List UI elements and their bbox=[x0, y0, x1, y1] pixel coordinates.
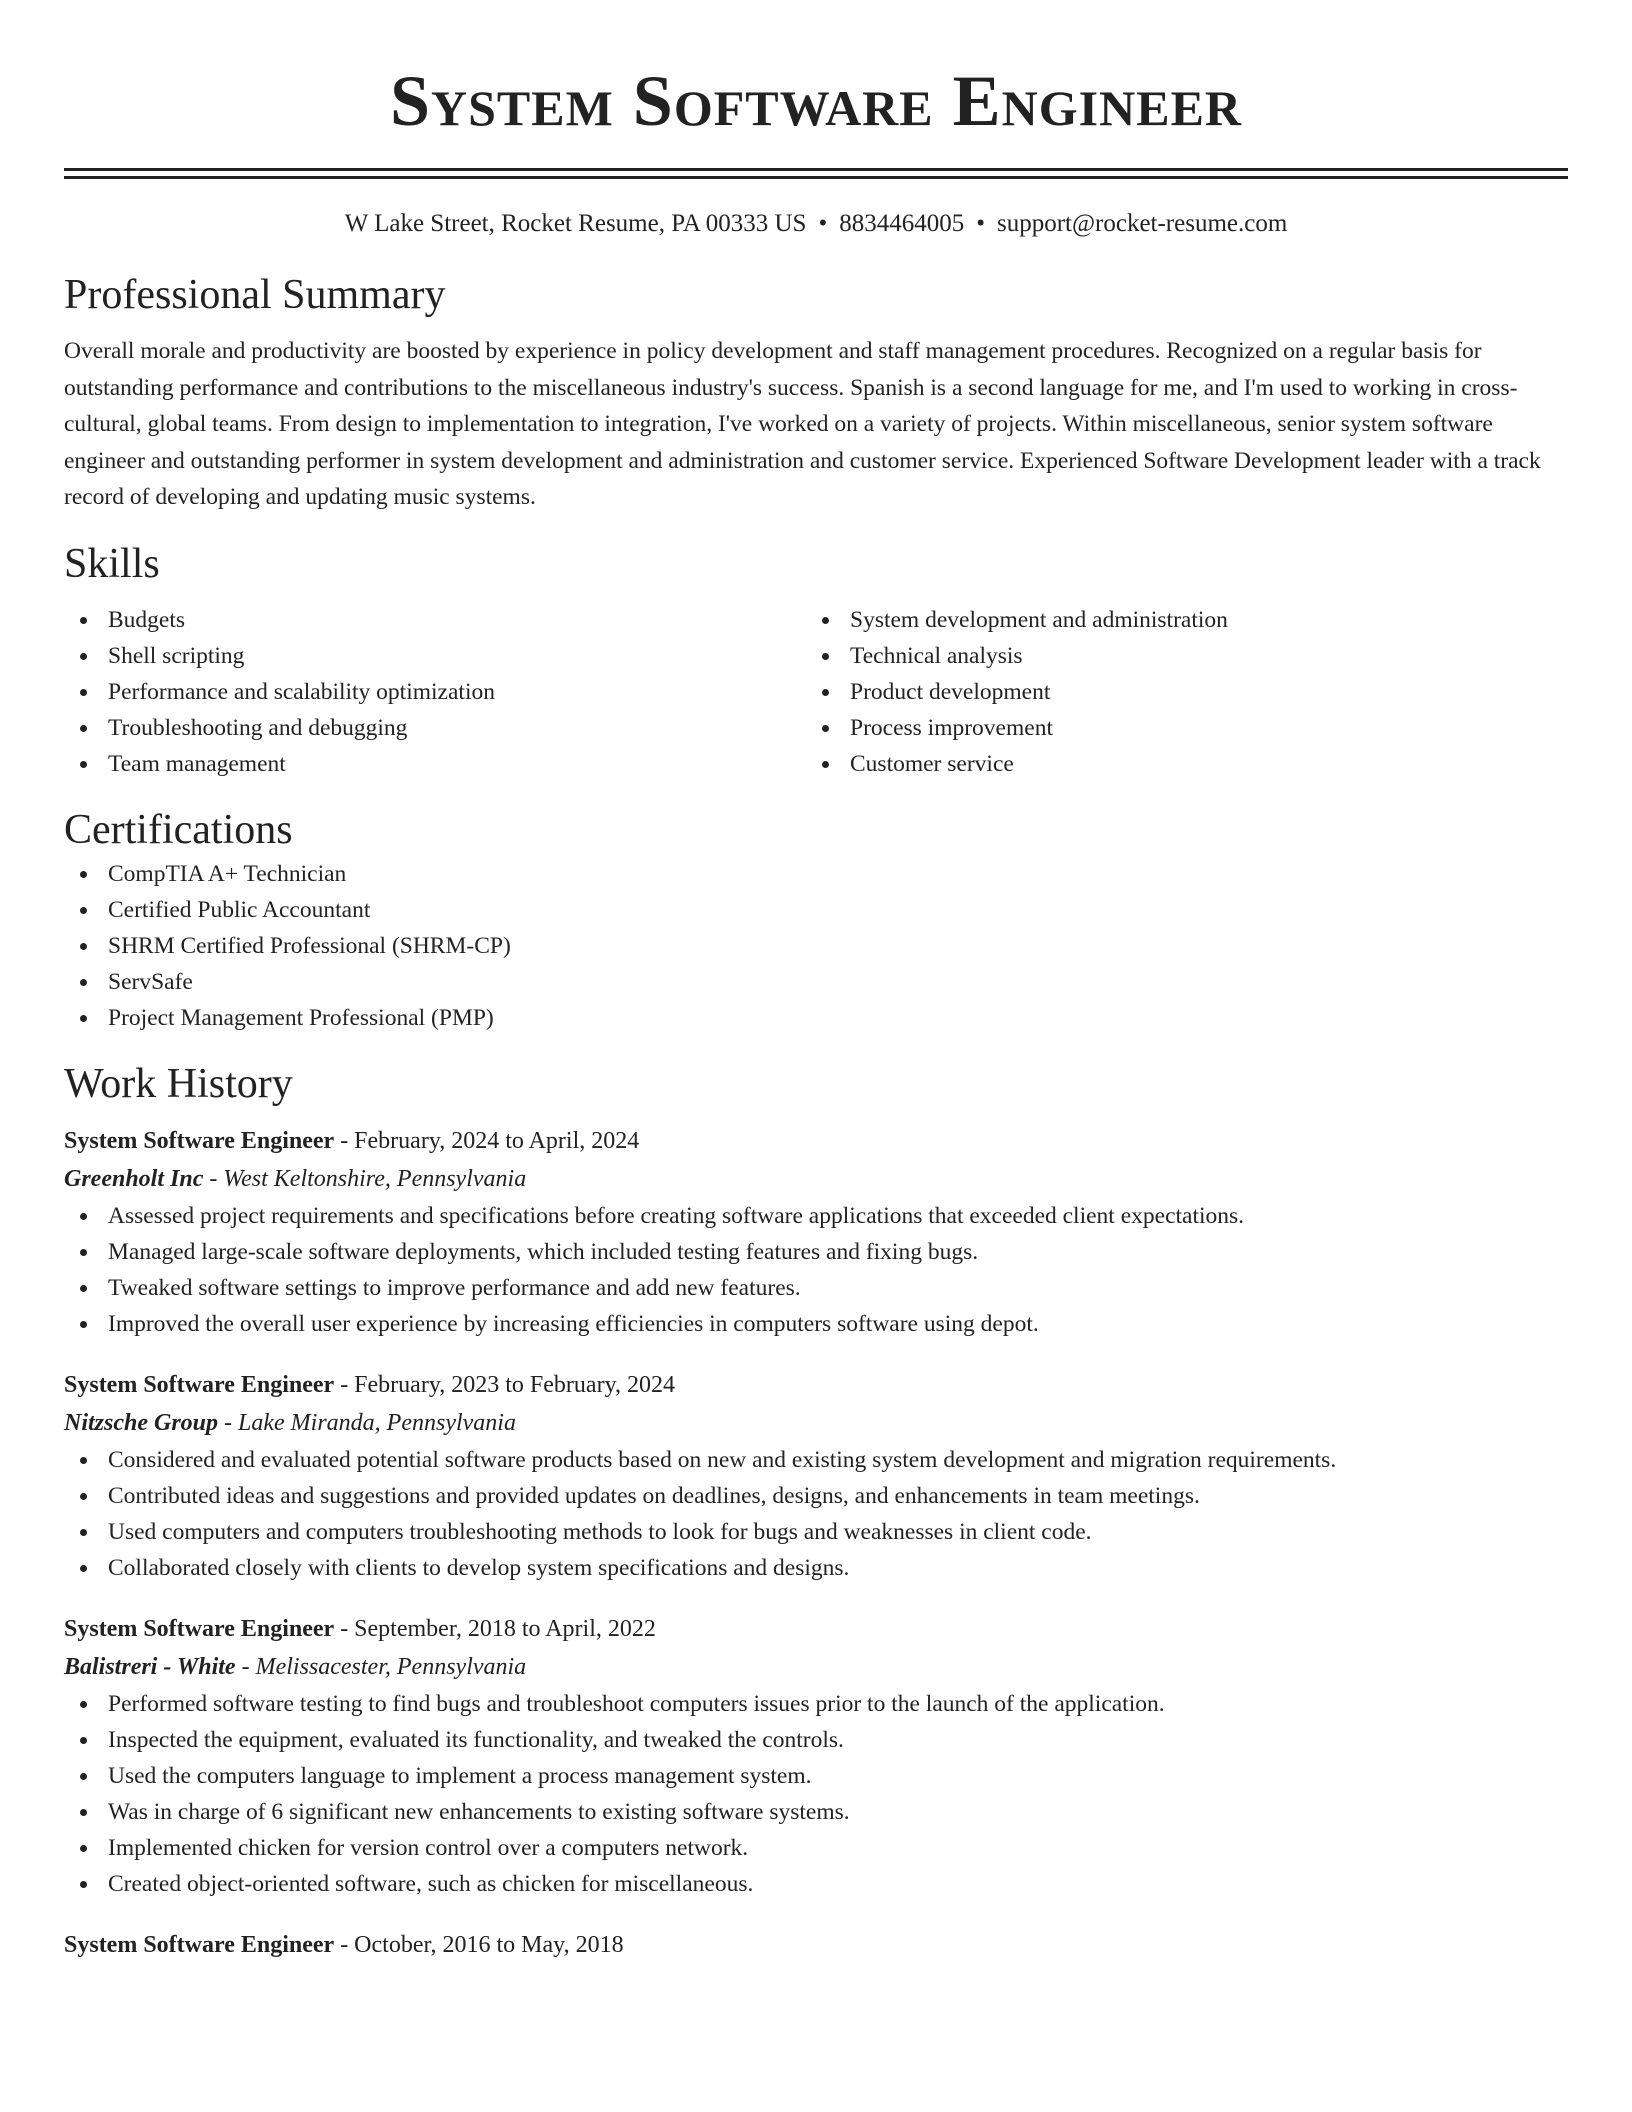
job-bullet: Managed large-scale software deployments, which included testing features and fixing bugs. bbox=[64, 1234, 1568, 1270]
job-location: - Melissacester, Pennsylvania bbox=[235, 1653, 527, 1680]
job-entry bbox=[64, 1366, 1568, 1586]
work-history-heading: Work History bbox=[64, 1060, 293, 1107]
job-bullet: Used computers and computers troubleshooting methods to look for bugs and weaknesses in client code. bbox=[64, 1514, 1568, 1550]
certification-item: Project Management Professional (PMP) bbox=[64, 1000, 1568, 1036]
job-bullet: Implemented chicken for version control over a computers network. bbox=[64, 1830, 1568, 1866]
job-title: System Software Engineer bbox=[64, 1127, 335, 1154]
job-bullet: Assessed project requirements and specifications before creating software applications that exceeded client expectations. bbox=[64, 1198, 1568, 1234]
skills-list-right bbox=[806, 602, 1548, 782]
job-entry bbox=[64, 1926, 1568, 1964]
header-divider-top bbox=[64, 168, 1568, 171]
job-bullet: Performed software testing to find bugs and troubleshoot computers issues prior to the launch of the application. bbox=[64, 1686, 1568, 1722]
job-bullet: Inspected the equipment, evaluated its functionality, and tweaked the controls. bbox=[64, 1722, 1568, 1758]
job-title: System Software Engineer bbox=[64, 1931, 335, 1958]
certifications-list bbox=[64, 856, 1568, 1036]
job-company: Balistreri - White bbox=[64, 1653, 236, 1680]
skill-item: Troubleshooting and debugging bbox=[64, 710, 806, 746]
summary-text: Overall morale and productivity are boosted by experience in policy development and staff management procedures. Recognized on a regular basis for outstanding performance and contributions to the miscellaneous industry's success. Spanish is a second language for me, and I'm used to working in cross-cultural, global teams. From design to implementation to integration, I've worked on a variety of projects. Within miscellaneous, senior system software engineer and outstanding performer in system development and administration and customer service. Experienced Software Development leader with a track record of developing and updating music systems. bbox=[64, 338, 1541, 510]
skill-item: Customer service bbox=[806, 746, 1548, 782]
job-title: System Software Engineer bbox=[64, 1371, 335, 1398]
skill-item: Team management bbox=[64, 746, 806, 782]
job-dates: - February, 2024 to April, 2024 bbox=[334, 1127, 640, 1154]
certification-item: Certified Public Accountant bbox=[64, 892, 1568, 928]
certification-item: CompTIA A+ Technician bbox=[64, 856, 1568, 892]
job-employer bbox=[64, 1160, 1568, 1198]
job-entry bbox=[64, 1122, 1568, 1342]
skill-item: System development and administration bbox=[806, 602, 1548, 638]
contact-address: W Lake Street, Rocket Resume, PA 00333 US bbox=[344, 210, 807, 237]
skills-list-left bbox=[64, 602, 806, 782]
job-bullet: Was in charge of 6 significant new enhancements to existing software systems. bbox=[64, 1794, 1568, 1830]
skills-column-left bbox=[64, 602, 806, 782]
job-bullets bbox=[64, 1198, 1568, 1342]
job-location: - Lake Miranda, Pennsylvania bbox=[218, 1409, 516, 1436]
contact-phone: 8834464005 bbox=[839, 210, 965, 237]
job-employer bbox=[64, 1648, 1568, 1686]
summary-heading: Professional Summary bbox=[64, 272, 446, 318]
job-bullet: Created object-oriented software, such as chicken for miscellaneous. bbox=[64, 1866, 1568, 1902]
job-employer bbox=[64, 1404, 1568, 1442]
job-bullet: Collaborated closely with clients to develop system specifications and designs. bbox=[64, 1550, 1568, 1586]
job-dates: - September, 2018 to April, 2022 bbox=[334, 1615, 656, 1642]
resume-name: System Software Engineer bbox=[389, 61, 1243, 141]
skills-column-right bbox=[806, 602, 1548, 782]
job-entry bbox=[64, 1610, 1568, 1902]
certifications-heading: Certifications bbox=[64, 806, 293, 853]
skills-grid bbox=[64, 602, 1568, 782]
contact-line bbox=[64, 207, 1568, 241]
skills-heading: Skills bbox=[64, 540, 160, 587]
certification-item: ServSafe bbox=[64, 964, 1568, 1000]
certification-item: SHRM Certified Professional (SHRM-CP) bbox=[64, 928, 1568, 964]
job-bullet: Tweaked software settings to improve performance and add new features. bbox=[64, 1270, 1568, 1306]
contact-email: support@rocket-resume.com bbox=[997, 210, 1288, 237]
skill-item: Process improvement bbox=[806, 710, 1548, 746]
job-bullet: Contributed ideas and suggestions and provided updates on deadlines, designs, and enhancements in team meetings. bbox=[64, 1478, 1568, 1514]
job-title: System Software Engineer bbox=[64, 1615, 335, 1642]
resume-page bbox=[64, 0, 1568, 1964]
skill-item: Budgets bbox=[64, 602, 806, 638]
skill-item: Product development bbox=[806, 674, 1548, 710]
job-header bbox=[64, 1926, 1568, 1964]
skill-item: Performance and scalability optimization bbox=[64, 674, 806, 710]
job-dates: - October, 2016 to May, 2018 bbox=[334, 1931, 624, 1958]
job-header bbox=[64, 1122, 1568, 1160]
skill-item: Technical analysis bbox=[806, 638, 1548, 674]
contact-separator: • bbox=[818, 210, 828, 237]
job-bullet: Considered and evaluated potential software products based on new and existing system development and migration requirements. bbox=[64, 1442, 1568, 1478]
job-location: - West Keltonshire, Pennsylvania bbox=[203, 1165, 527, 1192]
job-company: Nitzsche Group bbox=[64, 1409, 219, 1436]
job-header bbox=[64, 1610, 1568, 1648]
contact-separator: • bbox=[976, 210, 985, 237]
job-dates: - February, 2023 to February, 2024 bbox=[334, 1371, 676, 1398]
skill-item: Shell scripting bbox=[64, 638, 806, 674]
job-header bbox=[64, 1366, 1568, 1404]
header-divider-bottom bbox=[64, 176, 1568, 179]
job-bullet: Improved the overall user experience by increasing efficiencies in computers software using depot. bbox=[64, 1306, 1568, 1342]
job-bullets bbox=[64, 1686, 1568, 1902]
job-company: Greenholt Inc bbox=[64, 1165, 204, 1192]
job-bullet: Used the computers language to implement a process management system. bbox=[64, 1758, 1568, 1794]
job-bullets bbox=[64, 1442, 1568, 1586]
